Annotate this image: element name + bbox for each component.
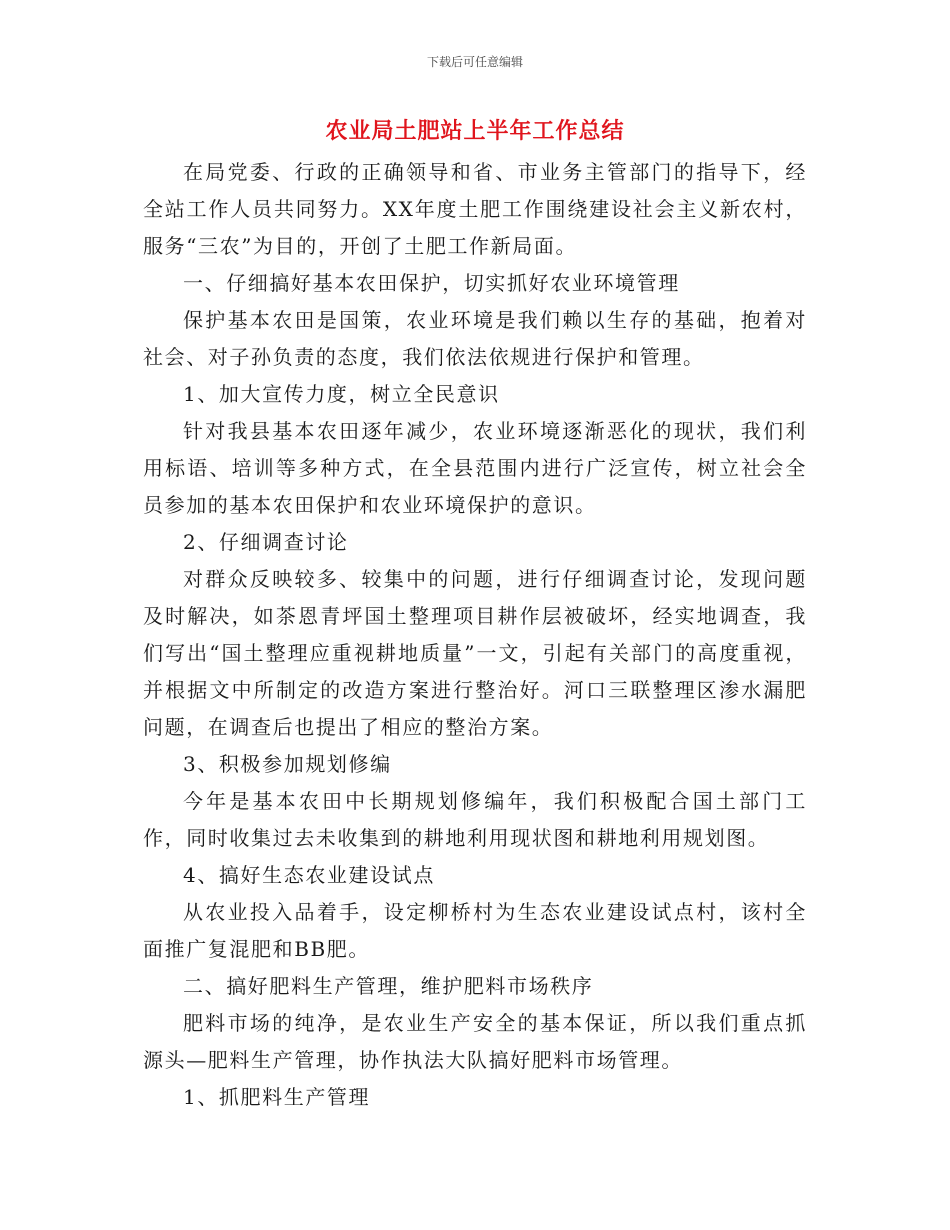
subheading: 1、加大宣传力度，树立全民意识: [183, 382, 500, 406]
document-title: 农业局土肥站上半年工作总结: [325, 119, 625, 144]
paragraph: 今年是基本农田中长期规划修编年，我们积极配合国土部门工作，同时收集过去未收集到的耕地利用现状图和耕地利用规划图。: [143, 789, 807, 850]
paragraph: 保护基本农田是国策，农业环境是我们赖以生存的基础，抱着对社会、对子孙负责的态度，我们依法依规进行保护和管理。: [143, 308, 807, 369]
paragraph-intro: 在局党委、行政的正确领导和省、市业务主管部门的指导下，经全站工作人员共同努力。XX年度土肥工作围绕建设社会主义新农村，服务“三农”为目的，开创了土肥工作新局面。: [143, 160, 807, 258]
paragraph: 肥料市场的纯净，是农业生产安全的基本保证，所以我们重点抓源头—肥料生产管理，协作执法大队搞好肥料市场管理。: [143, 1011, 807, 1072]
subheading: 3、积极参加规划修编: [183, 752, 392, 776]
paragraph: 从农业投入品着手，设定柳桥村为生态农业建设试点村，该村全面推广复混肥和BB肥。: [143, 900, 807, 961]
paragraph: 针对我县基本农田逐年减少，农业环境逐渐恶化的现状，我们利用标语、培训等多种方式，在全县范围内进行广泛宣传，树立社会全员参加的基本农田保护和农业环境保护的意识。: [143, 419, 807, 517]
subheading: 4、搞好生态农业建设试点: [183, 863, 435, 887]
subheading: 1、抓肥料生产管理: [183, 1085, 371, 1109]
header-note: 下载后可任意编辑: [426, 55, 523, 69]
heading-section-2: 二、搞好肥料生产管理，维护肥料市场秩序: [183, 974, 594, 998]
document-body: [143, 154, 807, 1116]
subheading: 2、仔细调查讨论: [183, 530, 349, 554]
heading-section-1: 一、仔细搞好基本农田保护，切实抓好农业环境管理: [183, 271, 680, 295]
paragraph: 对群众反映较多、较集中的问题，进行仔细调查讨论，发现问题及时解决，如茶恩青坪国土整理项目耕作层被破坏，经实地调查，我们写出“国土整理应重视耕地质量”一文，引起有关部门的高度重视，并根据文中所制定的改造方案进行整治好。河口三联整理区渗水漏肥问题，在调查后也提出了相应的整治方案。: [143, 567, 807, 739]
